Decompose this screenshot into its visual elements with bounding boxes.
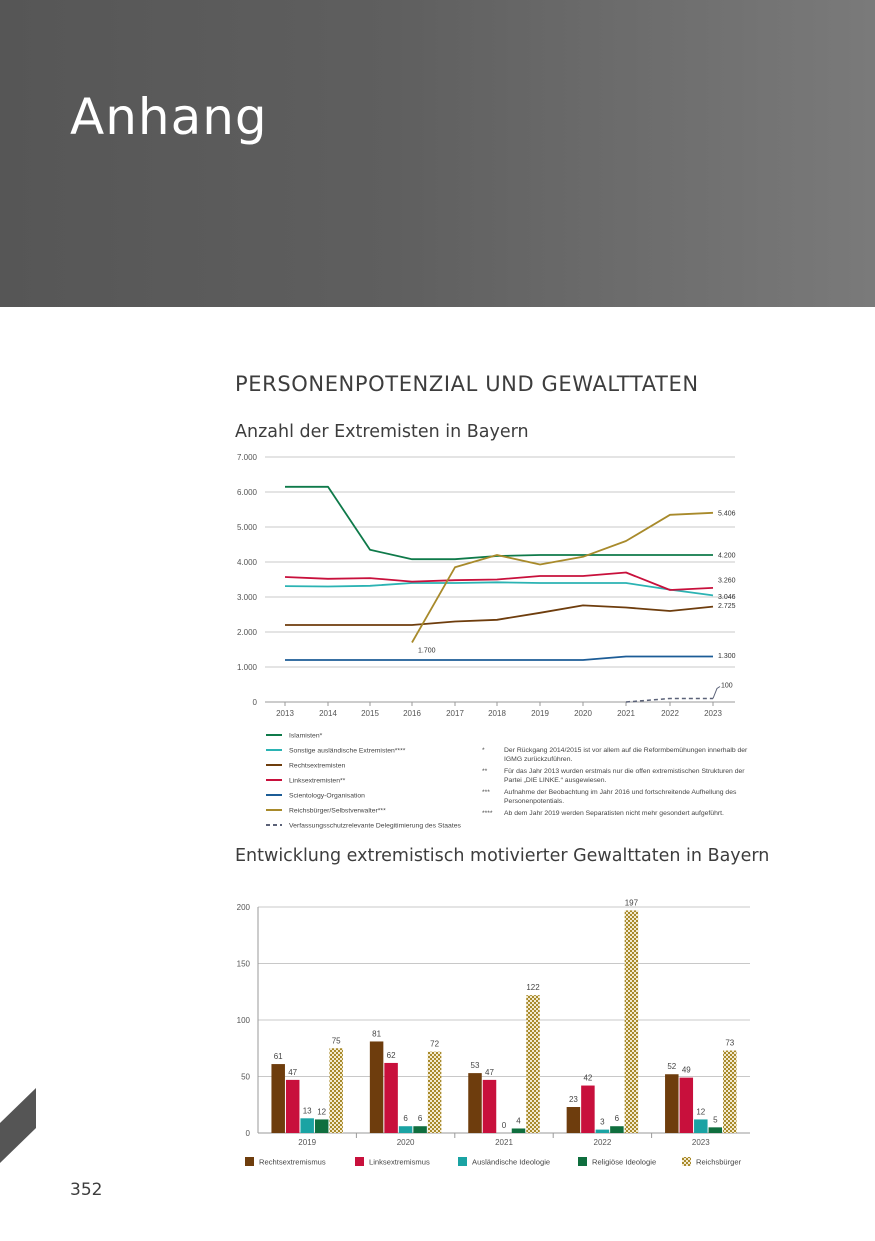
legend-label: Sonstige ausländische Extremisten****	[289, 747, 406, 755]
bar-value-label: 72	[430, 1039, 440, 1049]
footnote-text: Partei „DIE LINKE.“ ausgewiesen.	[504, 777, 607, 784]
legend-label: Rechtsextremisten	[289, 762, 346, 770]
y-tick-label: 7.000	[236, 453, 257, 462]
x-tick-label: 2020	[574, 709, 592, 718]
x-tick-label: 2023	[704, 709, 722, 718]
legend-swatch	[682, 1157, 691, 1166]
bar-0	[468, 1073, 482, 1133]
legend-label: Scientology-Organisation	[289, 792, 365, 800]
bar-value-label: 23	[568, 1095, 578, 1105]
bar-value-label: 49	[681, 1065, 691, 1075]
footnote-text: Personenpotentials.	[504, 798, 565, 805]
x-tick-label: 2016	[403, 709, 421, 718]
footnote-text: Für das Jahr 2013 wurden erstmals nur die offen extremistischen Strukturen der	[504, 768, 745, 775]
bar-4	[428, 1052, 442, 1133]
bar-3	[610, 1126, 624, 1133]
page-header-title: Anhang	[70, 88, 268, 146]
bar-value-label: 61	[273, 1052, 283, 1062]
legend-label: Reichsbürger/Selbstverwalter***	[289, 807, 386, 815]
bar-1	[384, 1063, 398, 1133]
x-tick-label: 2022	[661, 709, 679, 718]
series-line-0	[285, 487, 713, 559]
series-line-5	[412, 513, 713, 643]
end-value-label: 4.200	[718, 552, 736, 560]
bar-value-label: 73	[725, 1038, 735, 1048]
end-value-label: 3.046	[718, 593, 736, 601]
legend-swatch	[578, 1157, 587, 1166]
x-tick-label: 2015	[361, 709, 379, 718]
footnote-text: Der Rückgang 2014/2015 ist vor allem auf die Reformbemühungen innerhalb der	[504, 747, 748, 754]
bar-chart-title: Entwicklung extremistisch motivierter Gewalttaten in Bayern	[235, 846, 770, 866]
bar-1	[680, 1078, 694, 1133]
end-value-label: 1.300	[718, 653, 736, 660]
bar-1	[286, 1080, 300, 1133]
bar-0	[370, 1041, 384, 1133]
y-tick-label: 1.000	[236, 663, 257, 672]
bar-value-label: 47	[485, 1067, 494, 1077]
legend-label: Verfassungsschutzrelevante Delegitimierung des Staates	[289, 822, 461, 830]
bar-value-label: 122	[526, 983, 540, 993]
end-value-label: 5.406	[718, 510, 736, 518]
y-tick-label: 150	[236, 959, 250, 969]
legend-label: Linksextremismus	[369, 1157, 430, 1167]
legend-label: Rechtsextremismus	[259, 1157, 326, 1167]
bar-3	[512, 1128, 526, 1133]
end-value-label: 3.260	[718, 577, 736, 585]
bar-0	[665, 1074, 679, 1133]
bar-1	[483, 1080, 497, 1133]
end-value-label: 2.725	[718, 603, 736, 611]
legend-label: Reichsbürger	[696, 1157, 742, 1167]
legend-label: Religiöse Ideologie	[592, 1157, 657, 1167]
bar-value-label: 53	[470, 1061, 480, 1071]
bar-value-label: 4	[516, 1116, 521, 1126]
bar-value-label: 81	[372, 1029, 382, 1039]
bar-3	[315, 1119, 329, 1133]
bar-value-label: 197	[624, 898, 639, 908]
x-tick-label: 2014	[319, 709, 337, 718]
bar-value-label: 5	[713, 1115, 718, 1125]
x-tick-label: 2017	[446, 709, 464, 718]
y-tick-label: 5.000	[236, 523, 257, 532]
end-label-leader	[713, 687, 720, 699]
bar-value-label: 75	[331, 1036, 341, 1046]
page-number: 352	[70, 1180, 103, 1200]
x-tick-label: 2023	[691, 1138, 710, 1147]
series-line-6	[626, 699, 713, 703]
corner-decoration	[0, 1088, 36, 1163]
footnote-mark: *	[482, 747, 485, 754]
y-tick-label: 50	[241, 1072, 250, 1082]
bar-value-label: 3	[600, 1117, 605, 1127]
footnote-text: Aufnahme der Beobachtung im Jahr 2016 und fortschreitende Aufhellung des	[504, 789, 737, 796]
bar-2	[300, 1118, 314, 1133]
bar-2	[694, 1119, 708, 1133]
x-tick-label: 2021	[617, 709, 635, 718]
footnote-mark: **	[482, 768, 488, 775]
end-value-label: 100	[721, 682, 733, 690]
legend-swatch	[355, 1157, 364, 1166]
y-tick-label: 100	[236, 1016, 250, 1025]
legend-label: Ausländische Ideologie	[472, 1157, 551, 1167]
line-chart-title: Anzahl der Extremisten in Bayern	[235, 422, 529, 442]
bar-value-label: 13	[302, 1106, 312, 1116]
x-tick-label: 2020	[396, 1138, 415, 1147]
bar-0	[271, 1064, 285, 1133]
violence-bar-chart	[0, 880, 875, 1180]
bar-value-label: 62	[386, 1050, 396, 1060]
bar-value-label: 0	[501, 1121, 507, 1130]
y-tick-label: 4.000	[236, 558, 257, 567]
bar-value-label: 47	[288, 1067, 298, 1077]
bar-4	[329, 1048, 343, 1133]
bar-value-label: 6	[614, 1114, 620, 1124]
bar-value-label: 12	[317, 1107, 327, 1117]
x-tick-label: 2013	[276, 709, 294, 718]
y-tick-label: 6.000	[236, 488, 257, 497]
x-tick-label: 2019	[298, 1138, 317, 1147]
series-line-1	[285, 582, 713, 595]
bar-value-label: 12	[696, 1107, 706, 1117]
start-value-label: 1.700	[418, 647, 436, 655]
bar-value-label: 42	[583, 1073, 593, 1083]
bar-value-label: 52	[667, 1062, 677, 1072]
bar-value-label: 6	[417, 1114, 423, 1124]
y-tick-label: 0	[245, 1129, 250, 1138]
bar-0	[567, 1107, 581, 1133]
y-tick-label: 3.000	[236, 593, 257, 602]
series-line-3	[285, 573, 713, 591]
bar-1	[581, 1086, 595, 1133]
bar-3	[709, 1127, 723, 1133]
legend-label: Linksextremisten**	[289, 777, 346, 785]
y-tick-label: 200	[236, 903, 250, 912]
x-tick-label: 2022	[593, 1138, 612, 1147]
legend-swatch	[245, 1157, 254, 1166]
footnote-mark: ***	[482, 789, 490, 796]
bar-4	[723, 1051, 737, 1133]
legend-swatch	[458, 1157, 467, 1166]
bar-2	[399, 1126, 413, 1133]
series-line-4	[285, 657, 713, 661]
bar-4	[526, 995, 540, 1133]
x-tick-label: 2018	[488, 709, 506, 718]
legend-label: Islamisten*	[289, 732, 323, 740]
bar-2	[596, 1130, 610, 1133]
y-tick-label: 2.000	[236, 628, 257, 637]
x-tick-label: 2019	[531, 709, 549, 718]
bar-4	[625, 910, 639, 1133]
footnote-mark: ****	[482, 810, 493, 817]
footnote-text: IGMG zurückzuführen.	[504, 756, 573, 763]
y-tick-label: 0	[252, 698, 257, 707]
series-line-2	[285, 605, 713, 625]
section-title: PERSONENPOTENZIAL UND GEWALTTATEN	[235, 372, 699, 396]
x-tick-label: 2021	[495, 1138, 513, 1147]
footnote-text: Ab dem Jahr 2019 werden Separatisten nicht mehr gesondert aufgeführt.	[504, 810, 724, 817]
bar-3	[413, 1126, 427, 1133]
bar-value-label: 6	[403, 1114, 408, 1124]
